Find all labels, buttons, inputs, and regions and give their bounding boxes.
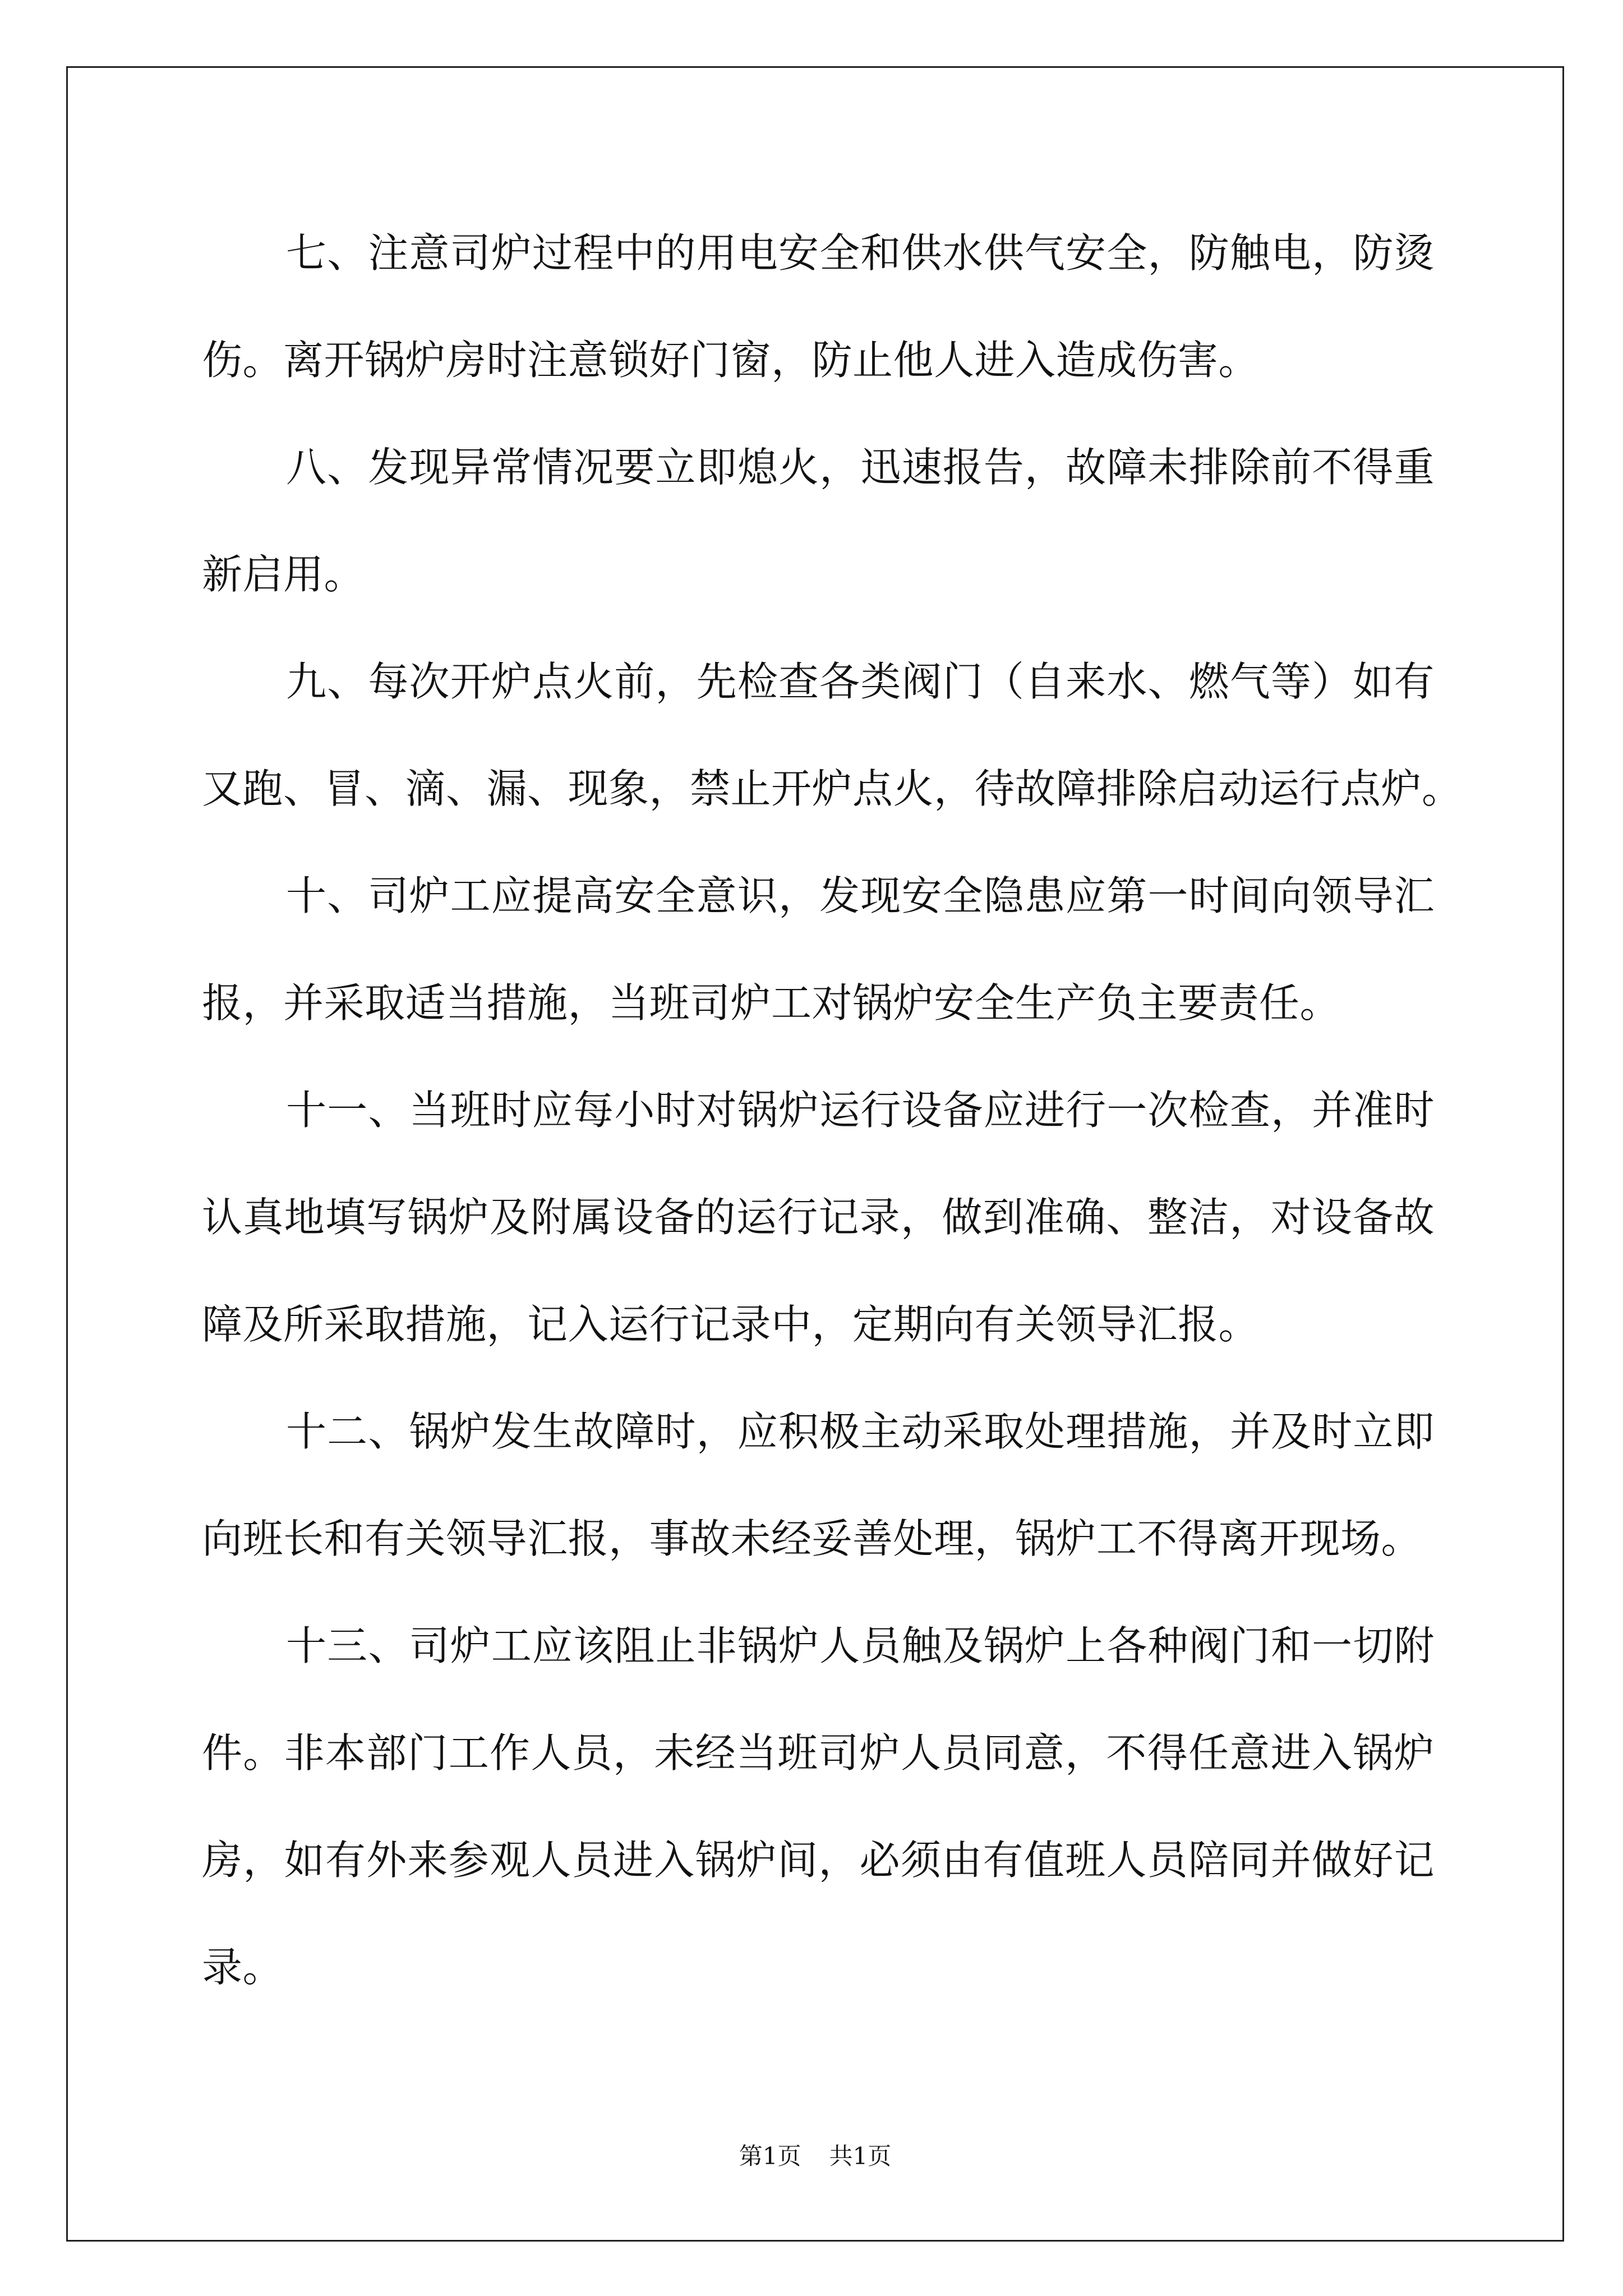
paragraph-9 bbox=[202, 628, 1463, 843]
paragraph-8 bbox=[202, 414, 1435, 628]
page-footer bbox=[66, 2141, 1564, 2172]
document-body bbox=[202, 200, 1463, 2021]
paragraph-12 bbox=[202, 1378, 1435, 1593]
page-total: 共1页 bbox=[829, 2142, 892, 2170]
paragraph-10 bbox=[202, 843, 1435, 1057]
paragraph-line: 障及所采取措施，记入运行记录中，定期向有关领导汇报。 bbox=[202, 1301, 1260, 1348]
paragraph-line: 向班长和有关领导汇报，事故未经妥善处理，锅炉工不得离开现场。 bbox=[202, 1515, 1422, 1562]
paragraph-line: 认真地填写锅炉及附属设备的运行记录，做到准确、整洁，对设备故 bbox=[202, 1194, 1435, 1241]
paragraph-line: 十、司炉工应提高安全意识，发现安全隐患应第一时间向领导汇 bbox=[286, 872, 1435, 919]
paragraph-line: 十一、当班时应每小时对锅炉运行设备应进行一次检查，并准时 bbox=[286, 1087, 1435, 1134]
paragraph-line: 房，如有外来参观人员进入锅炉间，必须由有值班人员陪同并做好记 bbox=[202, 1837, 1435, 1884]
paragraph-line: 新启用。 bbox=[202, 551, 365, 598]
paragraph-7 bbox=[202, 200, 1435, 414]
paragraph-11 bbox=[202, 1057, 1435, 1378]
paragraph-line: 又跑、冒、滴、漏、现象，禁止开炉点火，待故障排除启动运行点炉。 bbox=[202, 765, 1463, 812]
paragraph-line: 报，并采取适当措施，当班司炉工对锅炉安全生产负主要责任。 bbox=[202, 979, 1341, 1027]
paragraph-line: 件。非本部门工作人员，未经当班司炉人员同意，不得任意进入锅炉 bbox=[202, 1729, 1435, 1777]
paragraph-line: 八、发现异常情况要立即熄火，迅速报告，故障未排除前不得重 bbox=[286, 444, 1435, 491]
paragraph-line: 十二、锅炉发生故障时，应积极主动采取处理措施，并及时立即 bbox=[286, 1408, 1435, 1455]
paragraph-13 bbox=[202, 1593, 1435, 2021]
paragraph-line: 伤。离开锅炉房时注意锁好门窗，防止他人进入造成伤害。 bbox=[202, 337, 1260, 384]
paragraph-line: 录。 bbox=[202, 1944, 284, 1991]
page-number: 第1页 bbox=[739, 2142, 801, 2170]
paragraph-line: 十三、司炉工应该阻止非锅炉人员触及锅炉上各种阀门和一切附 bbox=[286, 1622, 1435, 1669]
paragraph-line: 七、注意司炉过程中的用电安全和供水供气安全，防触电，防烫 bbox=[286, 229, 1435, 277]
paragraph-line: 九、每次开炉点火前，先检查各类阀门（自来水、燃气等）如有 bbox=[286, 658, 1435, 705]
